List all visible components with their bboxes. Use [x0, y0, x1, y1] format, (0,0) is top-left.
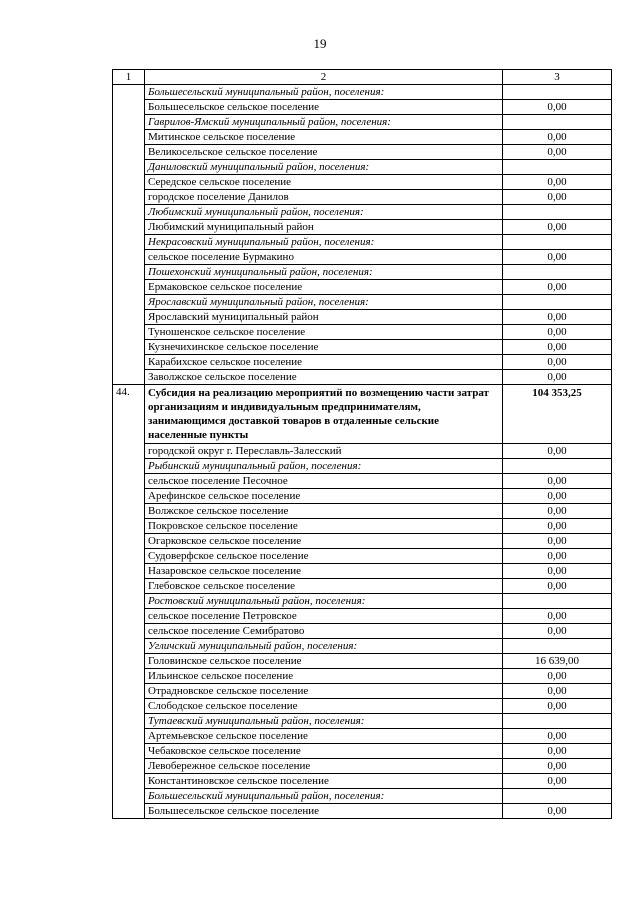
amount-cell [503, 160, 612, 175]
settlement-row [113, 669, 612, 684]
settlement-name: Карабихское сельское поселение [145, 355, 503, 370]
amount-cell: 0,00 [503, 325, 612, 340]
header-col-3: 3 [503, 70, 612, 85]
settlement-row [113, 609, 612, 624]
settlement-name: Константиновское сельское поселение [145, 774, 503, 789]
amount-cell: 0,00 [503, 370, 612, 385]
budget-table-body [113, 70, 612, 819]
district-row [113, 639, 612, 654]
amount-cell: 0,00 [503, 145, 612, 160]
settlement-name: Большесельское сельское поселение [145, 804, 503, 819]
amount-cell: 0,00 [503, 534, 612, 549]
amount-cell: 0,00 [503, 190, 612, 205]
settlement-name: Отрадновское сельское поселение [145, 684, 503, 699]
budget-table [112, 69, 612, 819]
district-row [113, 295, 612, 310]
settlement-name: сельское поселение Петровское [145, 609, 503, 624]
district-row [113, 459, 612, 474]
district-name: Ростовский муниципальный район, поселения: [145, 594, 503, 609]
amount-cell: 0,00 [503, 729, 612, 744]
amount-cell: 0,00 [503, 310, 612, 325]
amount-cell: 0,00 [503, 250, 612, 265]
settlement-row [113, 654, 612, 669]
settlement-row [113, 175, 612, 190]
settlement-name: Большесельское сельское поселение [145, 100, 503, 115]
amount-cell [503, 789, 612, 804]
district-name: Некрасовский муниципальный район, поселения: [145, 235, 503, 250]
amount-cell: 0,00 [503, 355, 612, 370]
settlement-name: Любимский муниципальный район [145, 220, 503, 235]
settlement-row [113, 355, 612, 370]
settlement-row [113, 489, 612, 504]
district-name: Ярославский муниципальный район, поселения: [145, 295, 503, 310]
amount-cell: 0,00 [503, 759, 612, 774]
settlement-row [113, 684, 612, 699]
amount-cell [503, 295, 612, 310]
district-row [113, 265, 612, 280]
amount-cell [503, 714, 612, 729]
item-number: 44. [113, 385, 145, 819]
settlement-name: Волжское сельское поселение [145, 504, 503, 519]
subsidy-row [113, 385, 612, 444]
row-number-cell [113, 85, 145, 385]
amount-cell: 0,00 [503, 699, 612, 714]
settlement-row [113, 370, 612, 385]
settlement-name: Назаровское сельское поселение [145, 564, 503, 579]
settlement-row [113, 774, 612, 789]
amount-cell: 0,00 [503, 519, 612, 534]
settlement-row [113, 624, 612, 639]
district-name: Рыбинский муниципальный район, поселения: [145, 459, 503, 474]
amount-cell: 16 639,00 [503, 654, 612, 669]
subsidy-title: Субсидия на реализацию мероприятий по возмещению части затрат организациям и индивидуальным предпринимателям, занимающимся доставкой товаров в отдаленные сельские населенные пункты [145, 385, 503, 444]
settlement-name: Великосельское сельское поселение [145, 145, 503, 160]
district-name: Пошехонский муниципальный район, поселения: [145, 265, 503, 280]
district-row [113, 85, 612, 100]
settlement-row [113, 130, 612, 145]
settlement-row [113, 310, 612, 325]
district-name: Большесельский муниципальный район, поселения: [145, 789, 503, 804]
settlement-row [113, 759, 612, 774]
amount-cell: 0,00 [503, 130, 612, 145]
page-number: 19 [313, 36, 327, 51]
settlement-name: Ильинское сельское поселение [145, 669, 503, 684]
amount-cell: 0,00 [503, 744, 612, 759]
amount-cell: 0,00 [503, 774, 612, 789]
settlement-row [113, 564, 612, 579]
settlement-name: Заволжское сельское поселение [145, 370, 503, 385]
settlement-name: городское поселение Данилов [145, 190, 503, 205]
settlement-name: сельское поселение Бурмакино [145, 250, 503, 265]
district-row [113, 714, 612, 729]
settlement-name: Туношенское сельское поселение [145, 325, 503, 340]
district-row [113, 160, 612, 175]
amount-cell: 0,00 [503, 684, 612, 699]
settlement-row [113, 579, 612, 594]
settlement-row [113, 549, 612, 564]
subsidy-amount: 104 353,25 [503, 385, 612, 444]
amount-cell: 0,00 [503, 340, 612, 355]
amount-cell: 0,00 [503, 280, 612, 295]
settlement-name: сельское поселение Песочное [145, 474, 503, 489]
district-name: Гаврилов-Ямский муниципальный район, поселения: [145, 115, 503, 130]
settlement-name: Середское сельское поселение [145, 175, 503, 190]
district-row [113, 115, 612, 130]
settlement-row [113, 190, 612, 205]
district-row [113, 205, 612, 220]
settlement-row [113, 744, 612, 759]
settlement-name: Глебовское сельское поселение [145, 579, 503, 594]
settlement-name: Покровское сельское поселение [145, 519, 503, 534]
district-row [113, 594, 612, 609]
amount-cell: 0,00 [503, 175, 612, 190]
settlement-name: Митинское сельское поселение [145, 130, 503, 145]
settlement-name: Артемьевское сельское поселение [145, 729, 503, 744]
table-header-row [113, 70, 612, 85]
district-name: Угличский муниципальный район, поселения: [145, 639, 503, 654]
settlement-row [113, 100, 612, 115]
amount-cell: 0,00 [503, 804, 612, 819]
settlement-name: Огарковское сельское поселение [145, 534, 503, 549]
district-name: Даниловский муниципальный район, поселения: [145, 160, 503, 175]
amount-cell: 0,00 [503, 549, 612, 564]
amount-cell: 0,00 [503, 564, 612, 579]
settlement-name: Судоверфское сельское поселение [145, 549, 503, 564]
settlement-row [113, 145, 612, 160]
district-row [113, 235, 612, 250]
amount-cell: 0,00 [503, 220, 612, 235]
amount-cell [503, 594, 612, 609]
amount-cell [503, 235, 612, 250]
settlement-row [113, 534, 612, 549]
settlement-name: Слободское сельское поселение [145, 699, 503, 714]
settlement-name: городской округ г. Переславль-Залесский [145, 444, 503, 459]
settlement-name: Кузнечихинское сельское поселение [145, 340, 503, 355]
amount-cell: 0,00 [503, 579, 612, 594]
amount-cell [503, 115, 612, 130]
header-col-1: 1 [113, 70, 145, 85]
settlement-row [113, 220, 612, 235]
header-col-2: 2 [145, 70, 503, 85]
settlement-row [113, 250, 612, 265]
settlement-name: Чебаковское сельское поселение [145, 744, 503, 759]
amount-cell: 0,00 [503, 624, 612, 639]
settlement-row [113, 340, 612, 355]
settlement-name: Арефинское сельское поселение [145, 489, 503, 504]
amount-cell: 0,00 [503, 474, 612, 489]
amount-cell: 0,00 [503, 489, 612, 504]
settlement-name: Головинское сельское поселение [145, 654, 503, 669]
settlement-row [113, 280, 612, 295]
settlement-name: Левобережное сельское поселение [145, 759, 503, 774]
amount-cell [503, 265, 612, 280]
amount-cell [503, 459, 612, 474]
amount-cell: 0,00 [503, 444, 612, 459]
district-name: Любимский муниципальный район, поселения: [145, 205, 503, 220]
district-name: Тутаевский муниципальный район, поселения: [145, 714, 503, 729]
settlement-row [113, 444, 612, 459]
amount-cell: 0,00 [503, 504, 612, 519]
settlement-name: сельское поселение Семибратово [145, 624, 503, 639]
settlement-row [113, 325, 612, 340]
settlement-row [113, 729, 612, 744]
amount-cell [503, 205, 612, 220]
settlement-row [113, 504, 612, 519]
settlement-name: Ярославский муниципальный район [145, 310, 503, 325]
settlement-name: Ермаковское сельское поселение [145, 280, 503, 295]
amount-cell [503, 85, 612, 100]
district-row [113, 789, 612, 804]
amount-cell [503, 639, 612, 654]
settlement-row [113, 804, 612, 819]
district-name: Большесельский муниципальный район, поселения: [145, 85, 503, 100]
amount-cell: 0,00 [503, 100, 612, 115]
settlement-row [113, 519, 612, 534]
amount-cell: 0,00 [503, 669, 612, 684]
amount-cell: 0,00 [503, 609, 612, 624]
settlement-row [113, 699, 612, 714]
settlement-row [113, 474, 612, 489]
